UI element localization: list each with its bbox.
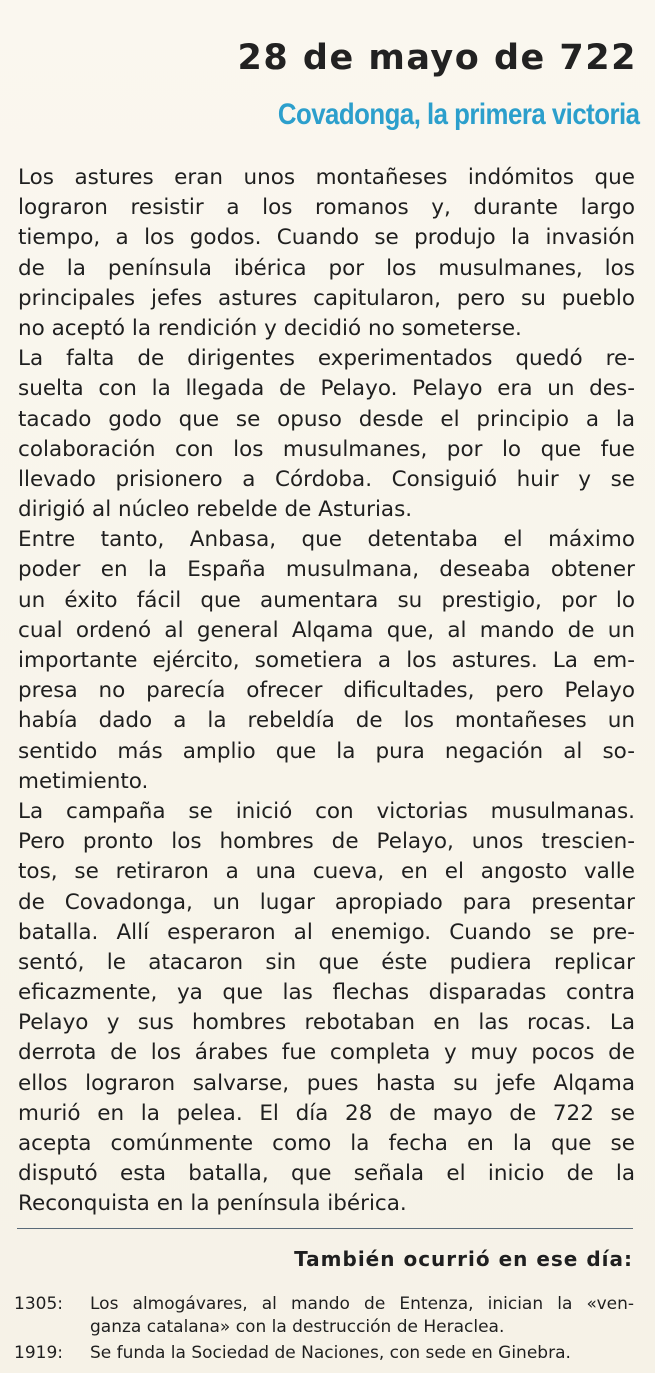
article-line: La campaña se inició con victorias musulmanas. [18, 798, 635, 824]
article-line: sentó, le atacaron sin que éste pudiera replicar [18, 949, 635, 975]
event-text [90, 1293, 634, 1339]
article-line: importante ejército, sometiera a los astures. La em- [18, 648, 635, 673]
article-line: eficazmente, ya que las flechas disparadas contra [18, 980, 635, 1006]
article-line: dirigió al núcleo rebelde de Asturias. [18, 497, 413, 523]
article-line: no aceptó la rendición y decidió no someterse. [18, 315, 522, 341]
article-line: Pelayo y sus hombres rebotaban en las rocas. La [18, 1010, 635, 1036]
article-line: disputó esta batalla, que señala el inicio de la [18, 1161, 635, 1187]
article-line: ellos lograron salvarse, pues hasta su jefe Alqama [18, 1070, 635, 1096]
event-text [90, 1342, 634, 1365]
event-line: ganza catalana» con la destrucción de Heraclea. [90, 1317, 505, 1337]
article-line: principales jefes astures capitularon, pero su pueblo [18, 285, 635, 311]
article-line: de Covadonga, un lugar apropiado para presentar [18, 889, 635, 915]
article-line: un éxito fácil que aumentara su prestigio, por lo [18, 587, 635, 613]
article-line: acepta comúnmente como la fecha en la que se [18, 1131, 635, 1156]
article-line: presa no parecía ofrecer dificultades, pero Pelayo [18, 678, 635, 704]
article-line: poder en la España musulmana, deseaba obtener [18, 557, 635, 583]
also-happened-heading: También ocurrió en ese día: [294, 1247, 633, 1271]
article-line: lograron resistir a los romanos y, durante largo [18, 195, 635, 221]
article-line: Los astures eran unos montañeses indómitos que [18, 165, 635, 190]
section-divider [17, 1228, 633, 1229]
article-line: había dado a la rebeldía de los montañeses un [18, 708, 635, 734]
event-item [14, 1293, 634, 1339]
event-item [14, 1342, 634, 1365]
article-body [18, 163, 635, 1220]
article-line: derrota de los árabes fue completa y muy pocos de [18, 1040, 635, 1066]
article-line: colaboración con los musulmanes, por lo que fue [18, 436, 635, 462]
article-line: tacado godo que se opuso desde el principio a la [18, 406, 635, 432]
article-line: sentido más amplio que la pura negación al so- [18, 738, 635, 764]
article-line: Reconquista en la península ibérica. [18, 1191, 407, 1217]
article-line: La falta de dirigentes experimentados quedó re- [18, 346, 635, 372]
event-year: 1919: [14, 1343, 63, 1363]
article-line: murió en la pelea. El día 28 de mayo de 722 se [18, 1100, 635, 1126]
article-line: cual ordenó al general Alqama que, al mando de un [18, 617, 635, 643]
article-line: Pero pronto los hombres de Pelayo, unos trescien- [18, 829, 635, 855]
article-line: metimiento. [18, 768, 149, 794]
article-line: tiempo, a los godos. Cuando se produjo la invasión [18, 225, 635, 251]
event-line: Se funda la Sociedad de Naciones, con sede en Ginebra. [90, 1343, 571, 1363]
article-line: llevado prisionero a Córdoba. Consiguió huir y se [18, 466, 635, 492]
article-line: tos, se retiraron a una cueva, en el angosto valle [18, 859, 635, 885]
article-line: de la península ibérica por los musulmanes, los [18, 255, 635, 281]
article-line: batalla. Allí esperaron al enemigo. Cuando se pre- [18, 919, 635, 945]
date-title: 28 de mayo de 722 [237, 38, 637, 78]
article-line: suelta con la llegada de Pelayo. Pelayo era un des- [18, 376, 635, 402]
subtitle: Covadonga, la primera victoria [277, 98, 639, 131]
article-line: Entre tanto, Anbasa, que detentaba el máximo [18, 527, 635, 553]
events-list [14, 1293, 634, 1368]
event-line: Los almogávares, al mando de Entenza, inician la «ven- [90, 1294, 634, 1314]
event-year: 1305: [14, 1294, 63, 1314]
